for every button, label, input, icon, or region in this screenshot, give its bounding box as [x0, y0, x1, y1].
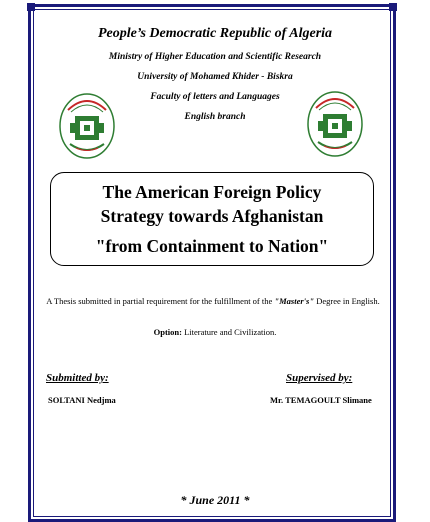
university-seal-icon — [58, 90, 116, 160]
degree-name: "Master's" — [274, 296, 315, 306]
supervisor-name: Mr. TEMAGOULT Slimane — [270, 395, 372, 405]
border-corner-left — [27, 3, 35, 11]
option-label: Option: — [153, 327, 182, 337]
border-corner-right — [389, 3, 397, 11]
thesis-title-box — [50, 172, 374, 266]
thesis-requirement — [36, 295, 390, 307]
option-line — [0, 327, 430, 337]
requirement-text: A Thesis submitted in partial requirement for the fulfillment of the — [46, 296, 275, 306]
student-name: SOLTANI Nedjma — [48, 395, 116, 405]
branch-line: English branch — [184, 112, 246, 122]
option-value: Literature and Civilization. — [181, 327, 277, 337]
university-line: University of Mohamed Khider - Biskra — [137, 72, 293, 82]
supervised-by-label: Supervised by: — [286, 372, 353, 384]
thesis-title-line-2: Strategy towards Afghanistan — [100, 206, 324, 226]
submission-date: * June 2011 * — [180, 493, 250, 507]
thesis-title-line-3: "from Containment to Nation" — [95, 236, 329, 256]
faculty-line: Faculty of letters and Languages — [150, 92, 280, 102]
university-seal-icon-right — [306, 88, 364, 158]
submitted-by-label: Submitted by: — [46, 372, 109, 384]
ministry-line: Ministry of Higher Education and Scientific Research — [108, 52, 322, 62]
thesis-title-line-1: The American Foreign Policy — [102, 182, 322, 202]
republic-heading: People’s Democratic Republic of Algeria — [97, 26, 333, 41]
requirement-text-end: Degree in English. — [314, 296, 380, 306]
